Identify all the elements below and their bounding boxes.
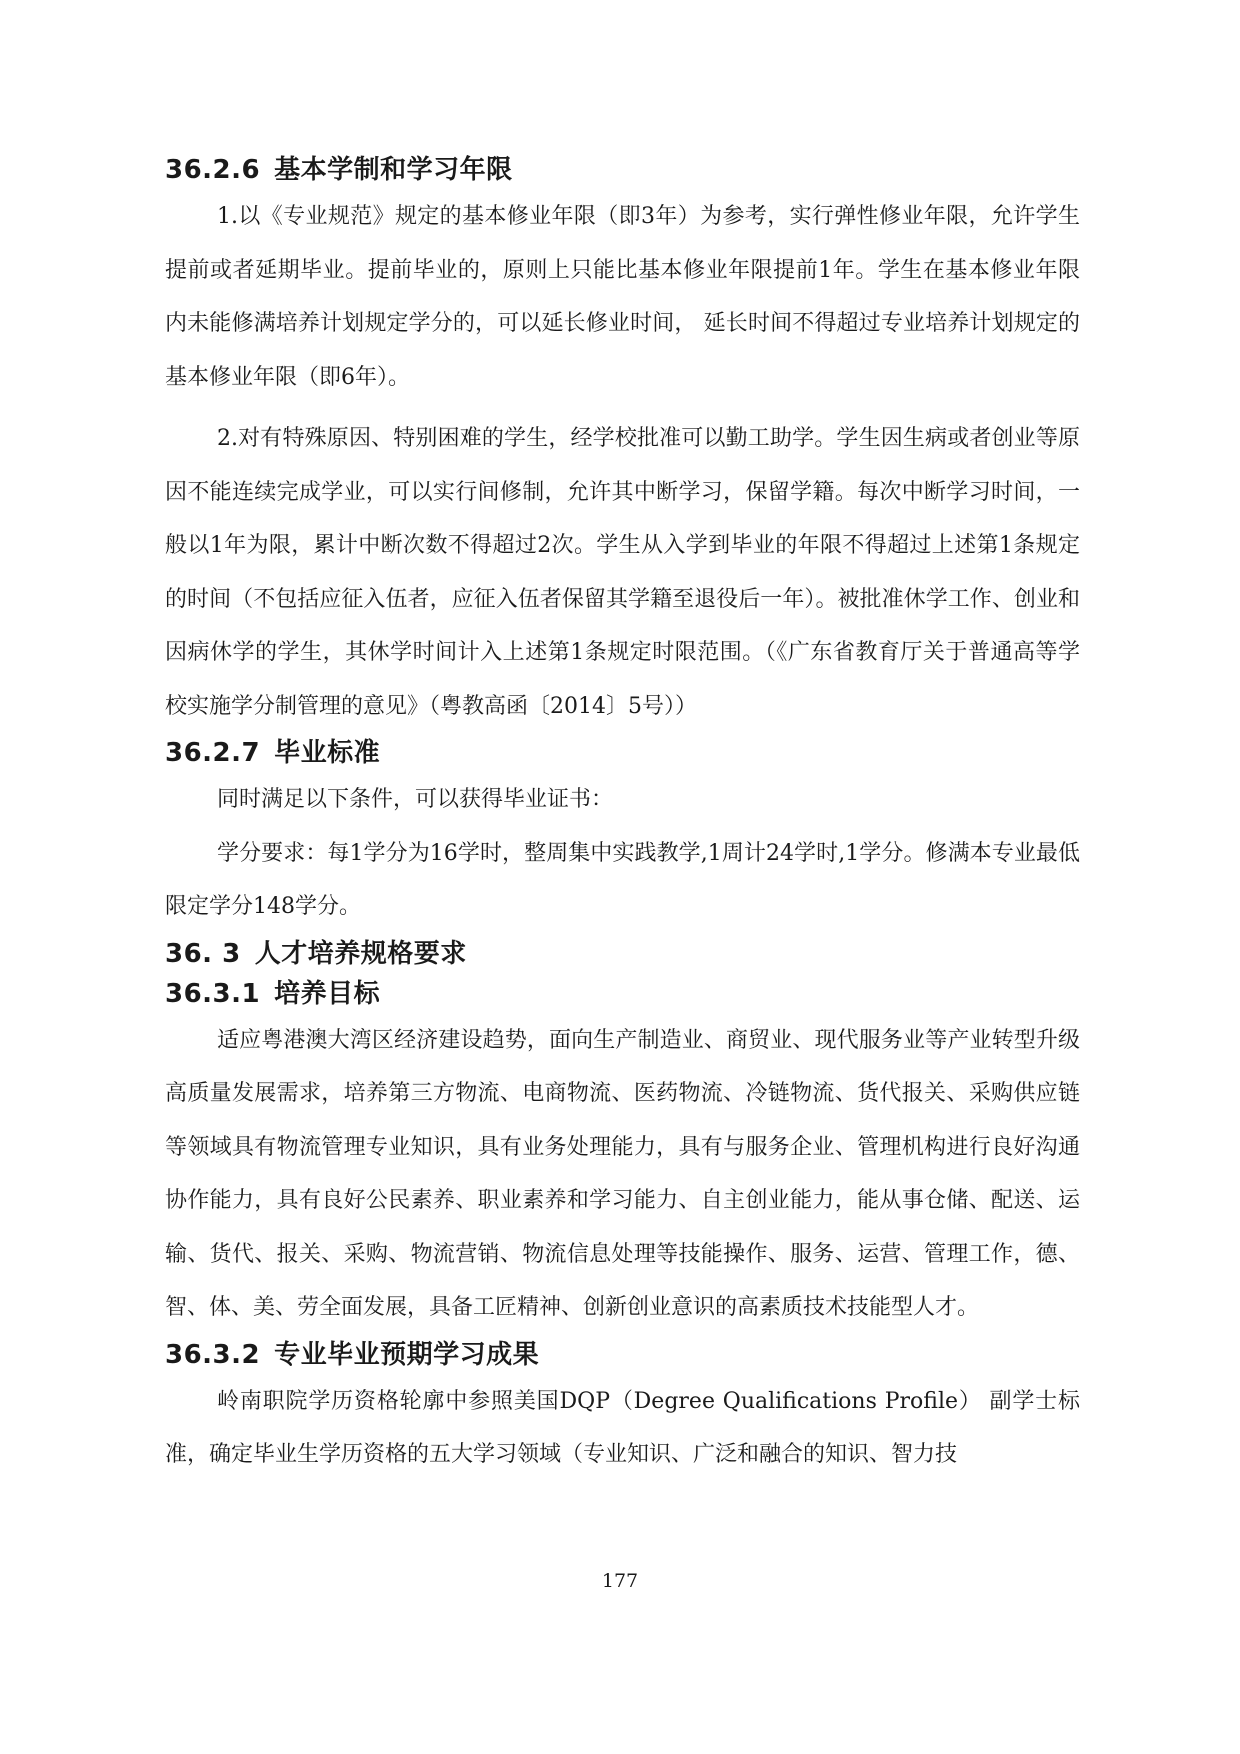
section-title: 人才培养规格要求 <box>254 938 467 969</box>
paragraph: 岭南职院学历资格轮廓中参照美国DQP（Degree Qualifications Profile） 副学士标准，确定毕业生学历资格的五大学习领域（专业知识、广泛和融合的知识、智力技 <box>165 1388 1080 1467</box>
section-title: 毕业标准 <box>274 738 381 768</box>
paragraph: 学分要求：每1学分为16学时，整周集中实践教学,1周计24学时,1学分。修满本专业最低限定学分148学分。 <box>165 840 1080 919</box>
section-title: 培养目标 <box>274 978 381 1009</box>
paragraph: 2.对有特殊原因、特别困难的学生，经学校批准可以勤工助学。学生因生病或者创业等原因不能连续完成学业，可以实行间修制，允许其中断学习，保留学籍。每次中断学习时间，一般以1年为限，累计中断次数不得超过2次。学生从入学到毕业的年限不得超过上述第1条规定的时间（不包括应征入伍者，应征入伍者保留其学籍至退役后一年）。被批准休学工作、创业和因病休学的学生，其休学时间计入上述第1条规定时限范围。（《广东省教育厅关于普通高等学校实施学分制管理的意见》（粤教高函〔2014〕5号）） <box>165 426 1080 719</box>
section-number: 36.3.1 <box>165 978 261 1009</box>
section-heading-36-3-2 <box>165 1335 1080 1375</box>
page-number: 177 <box>601 1570 639 1592</box>
section-number: 36. 3 <box>165 938 241 969</box>
section-title: 专业毕业预期学习成果 <box>274 1339 540 1370</box>
section-heading-36-2-7 <box>165 733 1080 773</box>
document-page <box>165 150 1080 1482</box>
section-number: 36.2.6 <box>165 155 261 185</box>
section-heading-36-3 <box>165 934 1080 974</box>
section-number: 36.2.7 <box>165 738 261 768</box>
section-title: 基本学制和学习年限 <box>274 155 513 185</box>
section-heading-36-3-1 <box>165 974 1080 1014</box>
paragraph: 1.以《专业规范》规定的基本修业年限（即3年）为参考，实行弹性修业年限，允许学生提前或者延期毕业。提前毕业的，原则上只能比基本修业年限提前1年。学生在基本修业年限内未能修满培养计划规定学分的，可以延长修业时间， 延长时间不得超过专业培养计划规定的基本修业年限（即6年）。 <box>165 204 1080 390</box>
paragraph: 适应粤港澳大湾区经济建设趋势，面向生产制造业、商贸业、现代服务业等产业转型升级高质量发展需求，培养第三方物流、电商物流、医药物流、冷链物流、货代报关、采购供应链等领域具有物流管理专业知识，具有业务处理能力，具有与服务企业、管理机构进行良好沟通协作能力，具有良好公民素养、职业素养和学习能力、自主创业能力，能从事仓储、配送、运输、货代、报关、采购、物流营销、物流信息处理等技能操作、服务、运营、管理工作，德、智、体、美、劳全面发展，具备工匠精神、创新创业意识的高素质技术技能型人才。 <box>165 1027 1080 1320</box>
paragraph: 同时满足以下条件，可以获得毕业证书： <box>217 787 614 812</box>
section-heading-36-2-6 <box>165 150 1080 190</box>
section-number: 36.3.2 <box>165 1339 261 1370</box>
